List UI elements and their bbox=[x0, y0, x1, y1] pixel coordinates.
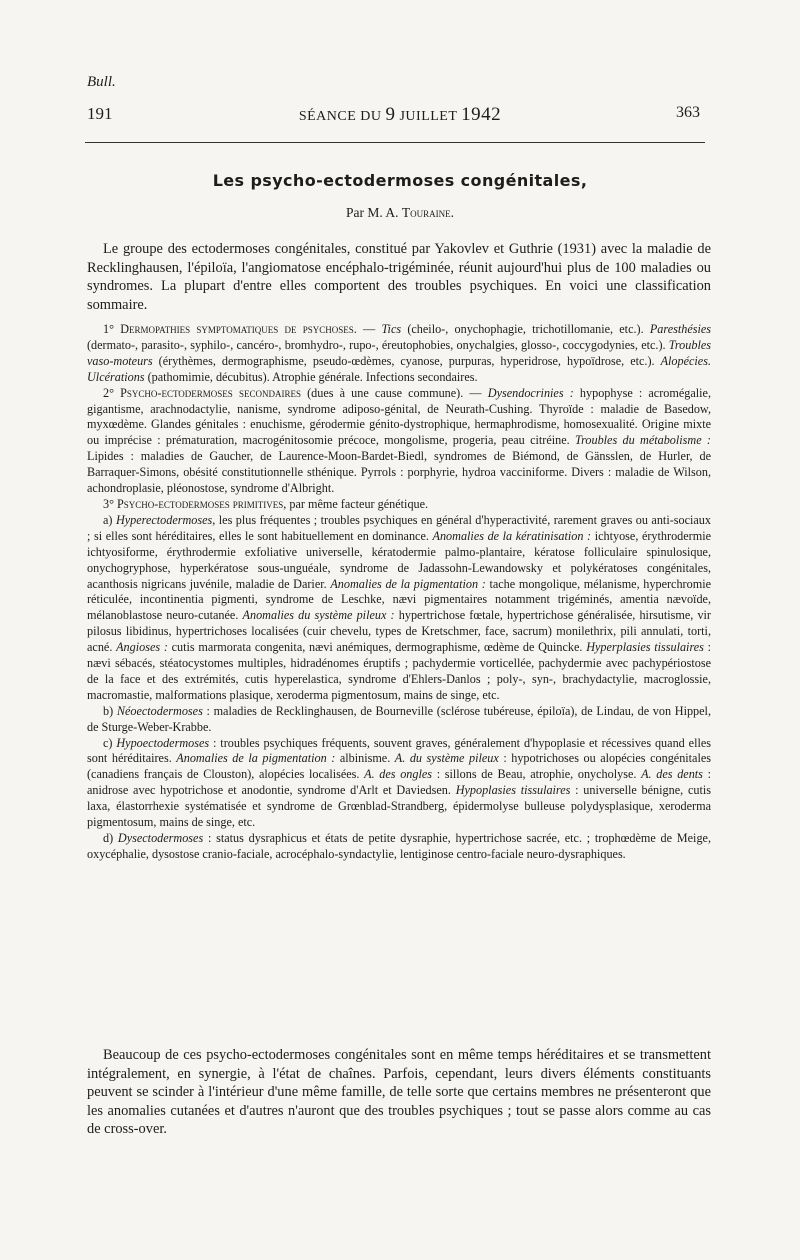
session-year: 1942 bbox=[461, 104, 502, 125]
section-1: 1° Dermopathies symptomatiques de psychoses. — Tics (cheilo-, onychophagie, trichotillomanie, etc.). Paresthésies (dermato-, parasito-, syphilo-, cancéro-, bromhydro-, rupo-, éreutophobies, onychalgies, glosso-, coccygodynies, etc.). Troubles vaso-moteurs (érythèmes, dermographisme, pseudo-œdèmes, cyanose, purpuras, hyperidrose, hypoïdrose, etc.). Alopécies. Ulcérations (pathomimie, décubitus). Atrophie générale. Infections secondaires. bbox=[87, 322, 712, 384]
subsection-b: b) Néoectodermoses : maladies de Recklinghausen, de Bourneville (sclérose tubéreuse, épiloïa), de Lindau, de von Hippel, de Sturge-Weber-Krabbe. bbox=[87, 703, 711, 734]
intro-paragraph: Le groupe des ectodermoses congénitales, constitué par Yakovlev et Guthrie (1931) avec la maladie de Recklinghausen, l'épiloïa, l'angiomatose encéphalo-trigéminée, réunit aujourd'hui plus de 100 maladies ou syndromes. La plupart d'entre elles comportent des troubles psychiques. En voici une classification sommaire. bbox=[87, 241, 711, 313]
session-month: JUILLET bbox=[399, 109, 458, 124]
session-day: 9 bbox=[385, 104, 396, 125]
section-2: 2° Psycho-ectodermoses secondaires (dues à une cause commune). — Dysendocrinies : hypophyse : acromégalie, gigantisme, arachnodactylie, nanisme, syndrome adiposo-génital, de Neurath-Cushing. Thyroïde : maladie de Basedow, myxœdème. Glandes génitales : enuchisme, gérodermie génito-dystrophique, hermaphrodisme, homosexualité. Origine mixte ou imprécise : prématuration, macrogénitosomie précoce, mongolisme, progeria, peau citréine. Troubles du métabolisme : Lipides : maladies de Gaucher, de Laurence-Moon-Bardet-Biedl, syndromes de Biémond, de Gänsslen, de Hurler, de Barraquer-Simons, obésité constitutionnelle sthénique. Pyrrols : porphyrie, hydroa vacciniforme. Divers : maladie de Wilson, achondroplasie, pléonostose, syndrome d'Albright. bbox=[87, 385, 711, 496]
article-title: Les psycho-ectodermoses congénitales, bbox=[212, 171, 588, 190]
page-number: 363 bbox=[676, 104, 700, 121]
author-name: Touraine. bbox=[401, 205, 454, 220]
subsection-d: d) Dysectodermoses : status dysraphicus et états de petite dysraphie, hypertrichose sacrée, etc. ; trophœdème de Meige, oxycéphalie, dysostose cranio-faciale, acrocéphalo-syndactylie, lentiginose centro-faciale neuro-dysraphiques. bbox=[87, 831, 711, 861]
subsection-c: c) Hypoectodermoses : troubles psychiques fréquents, souvent graves, généralement d'hypoplasie et récessives quand elles sont héréditaires. Anomalies de la pigmentation : albinisme. A. du système pileux : hypotrichoses ou alopécies congénitales (canadiens français de Clouston), alopécies localisées. A. des ongles : sillons de Beau, atrophie, onycholyse. A. des dents : anidrose avec hypotrichose et anodontie, syndrome d'Arlt et Daviedsen. Hypoplasies tissulaires : universelle bénigne, cutis laxa, élastorrhexie systématisée et syndrome de Grœnblad-Strandberg, épidermolyse bulleuse polydysplasique, xeroderma pigmentosum, mains de singe, etc. bbox=[87, 735, 712, 830]
subsection-a: a) Hyperectodermoses, les plus fréquentes ; troubles psychiques en général d'hyperactivité, rarement graves ou anti-sociaux ; si elles sont héréditaires, elles le sont habituellement en dominance. Anomalies de la kératinisation : ichtyose, érythrodermie ichtyosiforme, érythrodermie exfoliative universelle, kératodermie palmo-plantaire, kératose folliculaire spinulosique, onychogryphose, hyperkératose sous-unguéale, syndrome de Jadassohn-Lewandowsky et polykératoses congénitales, acanthosis nigricans juvénile, maladie de Darier. Anomalies de la pigmentation : tache mongolique, mélanisme, hyperchromie réticulée, incontinentia pigmenti, syndrome de Leschke, nævi pigmentaires notamment trigéminés, amentia nævoïde, mélanoblastose neuro-cutanée. Anomalies du système pileux : hypertrichose fœtale, hypertrichose généralisée, hirsutisme, vir pilosus libidinus, hypertrichoses localisées (cuir chevelu, types de Kretschmer, face, sacrum) monilethrix, pili annulati, torti, acné. Angioses : cutis marmorata congenita, nævi anémiques, dermographisme, œdème de Quincke. Hyperplasies tissulaires : nævi sébacés, stéatocystomes multiples, hidradénomes éruptifs ; pachydermie vorticellée, pachydermie avec pachypériostose de la face et des extrémités, cutis hyperelastica, syndrome d'Ehlers-Danlos ; poly-, syn-, brachydactylie, macroglossie, macromastie, malformations plasique, xeroderma pigmentosum, mains de singe, etc. bbox=[87, 512, 711, 702]
classification bbox=[87, 322, 711, 863]
article-author bbox=[0, 205, 800, 221]
section-heading: Dermopathies symptomatiques de psychoses. bbox=[120, 322, 357, 336]
journal-abbreviation: Bull. bbox=[87, 74, 116, 90]
session-prefix: SÉANCE DU bbox=[298, 109, 382, 124]
author-prefix: Par M. A. bbox=[345, 205, 399, 220]
section-heading: Psycho-ectodermoses secondaires bbox=[120, 385, 301, 400]
header-rule bbox=[85, 142, 705, 143]
section-3: 3° Psycho-ectodermoses primitives, par même facteur génétique. bbox=[103, 496, 429, 511]
closing-paragraph: Beaucoup de ces psycho-ectodermoses congénitales sont en même temps héréditaires et se transmettent intégralement, en synergie, à l'état de chaînes. Parfois, cependant, leurs divers éléments constituants peuvent se scinder à l'intérieur d'une même famille, de telle sorte que certains membres ne présenteront que les anomalies cutanées et d'autres n'auront que des troubles psychiques ; tout se passe alors comme au cas de cross-over. bbox=[87, 1047, 711, 1138]
section-heading: Psycho-ectodermoses primitives, bbox=[117, 496, 287, 511]
volume-number: 191 bbox=[87, 104, 113, 123]
